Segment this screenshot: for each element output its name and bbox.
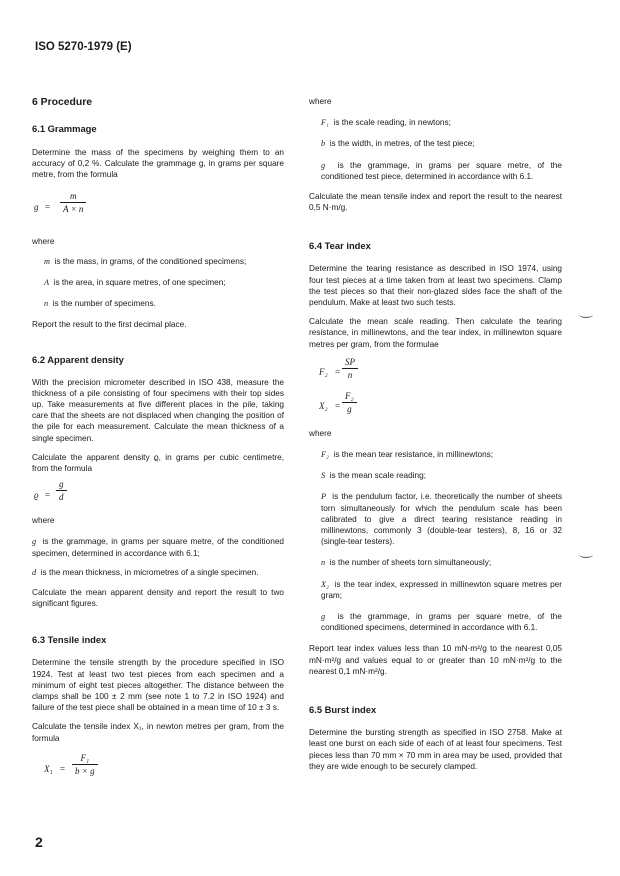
formula-lhs: X₂ <box>319 400 328 411</box>
symbol-A: A <box>44 278 50 288</box>
definition-F1 <box>321 117 562 128</box>
report-paragraph: Report the result to the first decimal place. <box>32 320 187 330</box>
formula-numerator: g <box>56 478 67 491</box>
formula-lhs: X₁ <box>44 763 53 774</box>
symbol-g: g <box>32 537 37 547</box>
symbol-P: P <box>321 492 327 502</box>
definition-n <box>321 557 562 568</box>
definition-text: is the mean thickness, in micrometres of a single specimen. <box>40 567 259 577</box>
symbol-n: n <box>321 558 326 568</box>
tear-index-formula <box>309 390 562 424</box>
definition-b <box>321 138 562 149</box>
definition-text: is the mean tear resistance, in millinewtons; <box>333 450 494 460</box>
where-label: where <box>32 236 55 246</box>
grammage-paragraph: Determine the mass of the specimens by weighing them to an accuracy of 0,2 %. Calculate the grammage g, in grams per square metre, from the formula <box>32 148 284 180</box>
formula-lhs: F₂ <box>319 366 328 377</box>
tensile-paragraph: Determine the tensile strength by the procedure specified in ISO 1924. Test at least two test pieces from each specimen and a minimum of eight test pieces altogether. The distance between the clamps shall be 100 ± 2 mm (see note 1 to 7.2 in ISO 1924) and failure of the test piece shall be obtained in a mean time of 10 ± 3 s. <box>32 658 284 713</box>
left-column <box>32 96 284 790</box>
formula-numerator: F₁ <box>72 752 98 765</box>
tear-paragraph: Determine the tearing resistance as described in ISO 1974, using four test pieces at a time taken from at least two specimens. Clamp the test pieces so that their non-glazed sides face the shaft of the pendulum. Make at least two such tests. <box>309 264 562 308</box>
margin-mark <box>579 551 593 558</box>
definition-text: is the mean scale reading; <box>329 471 427 481</box>
definition-text: is the number of sheets torn simultaneously; <box>329 558 492 568</box>
formula-lhs: g <box>34 201 39 212</box>
symbol-g: g <box>321 160 326 170</box>
report-density-paragraph: Calculate the mean apparent density and report the result to two significant figures. <box>32 588 284 609</box>
symbol-m: m <box>44 256 50 266</box>
report-tensile-paragraph: Calculate the mean tensile index and report the result to the nearest 0,5 N·m/g. <box>309 192 562 213</box>
section-6-2-heading: 6.2 Apparent density <box>32 353 124 365</box>
definition-text: is the grammage, in grams per square metre, of the conditioned specimens, determined in accordance with 6.1. <box>321 612 562 633</box>
page-number: 2 <box>35 834 43 850</box>
formula-fraction <box>60 190 86 215</box>
formula-equals: = <box>335 366 341 377</box>
formula-equals: = <box>45 201 51 212</box>
section-6-4-heading: 6.4 Tear index <box>309 240 371 252</box>
definition-g <box>321 611 562 633</box>
definition-X2 <box>321 579 562 601</box>
symbol-F1: F₁ <box>321 118 329 128</box>
tensile-formula <box>32 750 284 790</box>
formula-fraction <box>342 356 358 381</box>
apparent-density-calc-paragraph: Calculate the apparent density ϱ, in grams per cubic centimetre, from the formula <box>32 452 284 474</box>
report-tear-paragraph: Report tear index values less than 10 mN·m²/g to the nearest 0,05 mN·m²/g and values equal to or greater than 10 mN·m²/g to the nearest 0,1 mN·m²/g. <box>309 644 562 676</box>
formula-fraction <box>72 752 98 777</box>
symbol-F2: F₂ <box>321 450 329 460</box>
definition-g <box>321 160 562 182</box>
section-6-3-heading: 6.3 Tensile index <box>32 634 107 646</box>
definition-text: is the grammage, in grams per square metre, of the conditioned test piece, determined in accordance with 6.1. <box>321 160 562 181</box>
definition-text: is the number of specimens. <box>52 299 156 309</box>
definition-text: is the area, in square metres, of one specimen; <box>53 278 226 288</box>
formula-denominator: n <box>347 369 353 380</box>
margin-mark <box>579 311 593 318</box>
right-column <box>309 96 562 772</box>
definition-g <box>32 536 284 558</box>
section-6-5-heading: 6.5 Burst index <box>309 704 377 716</box>
where-label: where <box>309 97 332 106</box>
definition-text: is the width, in metres, of the test piece; <box>329 139 475 149</box>
definition-F2 <box>321 449 562 460</box>
definition-n <box>44 298 284 309</box>
formula-lhs: ϱ <box>34 490 39 501</box>
formula-denominator: A × n <box>63 203 84 214</box>
symbol-b: b <box>321 139 326 149</box>
where-label: where <box>32 516 55 526</box>
formula-fraction <box>56 478 67 503</box>
definition-text: is the grammage, in grams per square metre, of the conditioned specimen, determined in accordance with 6.1; <box>32 537 284 558</box>
formula-numerator: F₂ <box>342 390 357 403</box>
section-6-1-heading: 6.1 Grammage <box>32 123 97 134</box>
formula-equals: = <box>45 490 51 501</box>
tensile-calc-paragraph: Calculate the tensile index X₁, in newton metres per gram, from the formula <box>32 722 284 743</box>
formula-denominator: b × g <box>75 765 95 776</box>
formula-denominator: g <box>347 403 352 414</box>
document-header: ISO 5270-1979 (E) <box>35 41 132 53</box>
symbol-g: g <box>321 612 326 622</box>
definition-A <box>44 277 284 288</box>
formula-denominator: d <box>59 492 64 503</box>
definition-text: is the tear index, expressed in millinewton square metres per gram; <box>321 579 562 600</box>
definition-text: is the mass, in grams, of the conditioned specimens; <box>54 256 247 266</box>
definition-P <box>321 491 562 547</box>
symbol-n: n <box>44 299 49 309</box>
symbol-d: d <box>32 567 37 577</box>
apparent-density-paragraph: With the precision micrometer described in ISO 438, measure the thickness of a pile consisting of four specimens with their top sides up. Take measurements at five different places in the pile, taking care that the sheets are not displaced when changing the position of the pile for each measurement. Calculate the mean thickness of a single specimen. <box>32 377 284 443</box>
where-label: where <box>309 428 332 438</box>
formula-equals: = <box>335 400 341 411</box>
burst-paragraph: Determine the bursting strength as specified in ISO 2758. Make at least one burst on each side of each of at least four specimens. Test pieces less than 70 mm × 70 mm in area may be used, provided that they are wide enough to be securely clamped. <box>309 728 562 771</box>
symbol-S: S <box>321 471 326 481</box>
formula-equals: = <box>60 763 66 774</box>
definition-text: is the pendulum factor, i.e. theoretically the number of sheets torn simultaneously for which the pendulum scale has been calibrated to give a direct tearing resistance reading in millinewtons, commonly 3 (double-tear testers), 8, 16 or 32 (single-tear testers). <box>321 492 562 547</box>
definition-S <box>321 470 562 481</box>
density-formula <box>32 477 284 513</box>
symbol-X2: X₂ <box>321 579 329 589</box>
formula-numerator: m <box>60 190 86 203</box>
tear-calc-paragraph: Calculate the mean scale reading. Then calculate the tearing resistance, in millinewtons, and the tear index, in millinewton square metres per gram, from the formulae <box>309 317 562 349</box>
definition-m <box>44 256 284 267</box>
formula-numerator: SP <box>342 356 358 369</box>
definition-d <box>32 567 284 578</box>
tear-resistance-formula <box>309 356 562 390</box>
grammage-formula <box>32 188 284 230</box>
section-6-heading: 6 Procedure <box>32 97 93 108</box>
definition-text: is the scale reading, in newtons; <box>333 118 451 128</box>
formula-fraction <box>342 390 357 415</box>
